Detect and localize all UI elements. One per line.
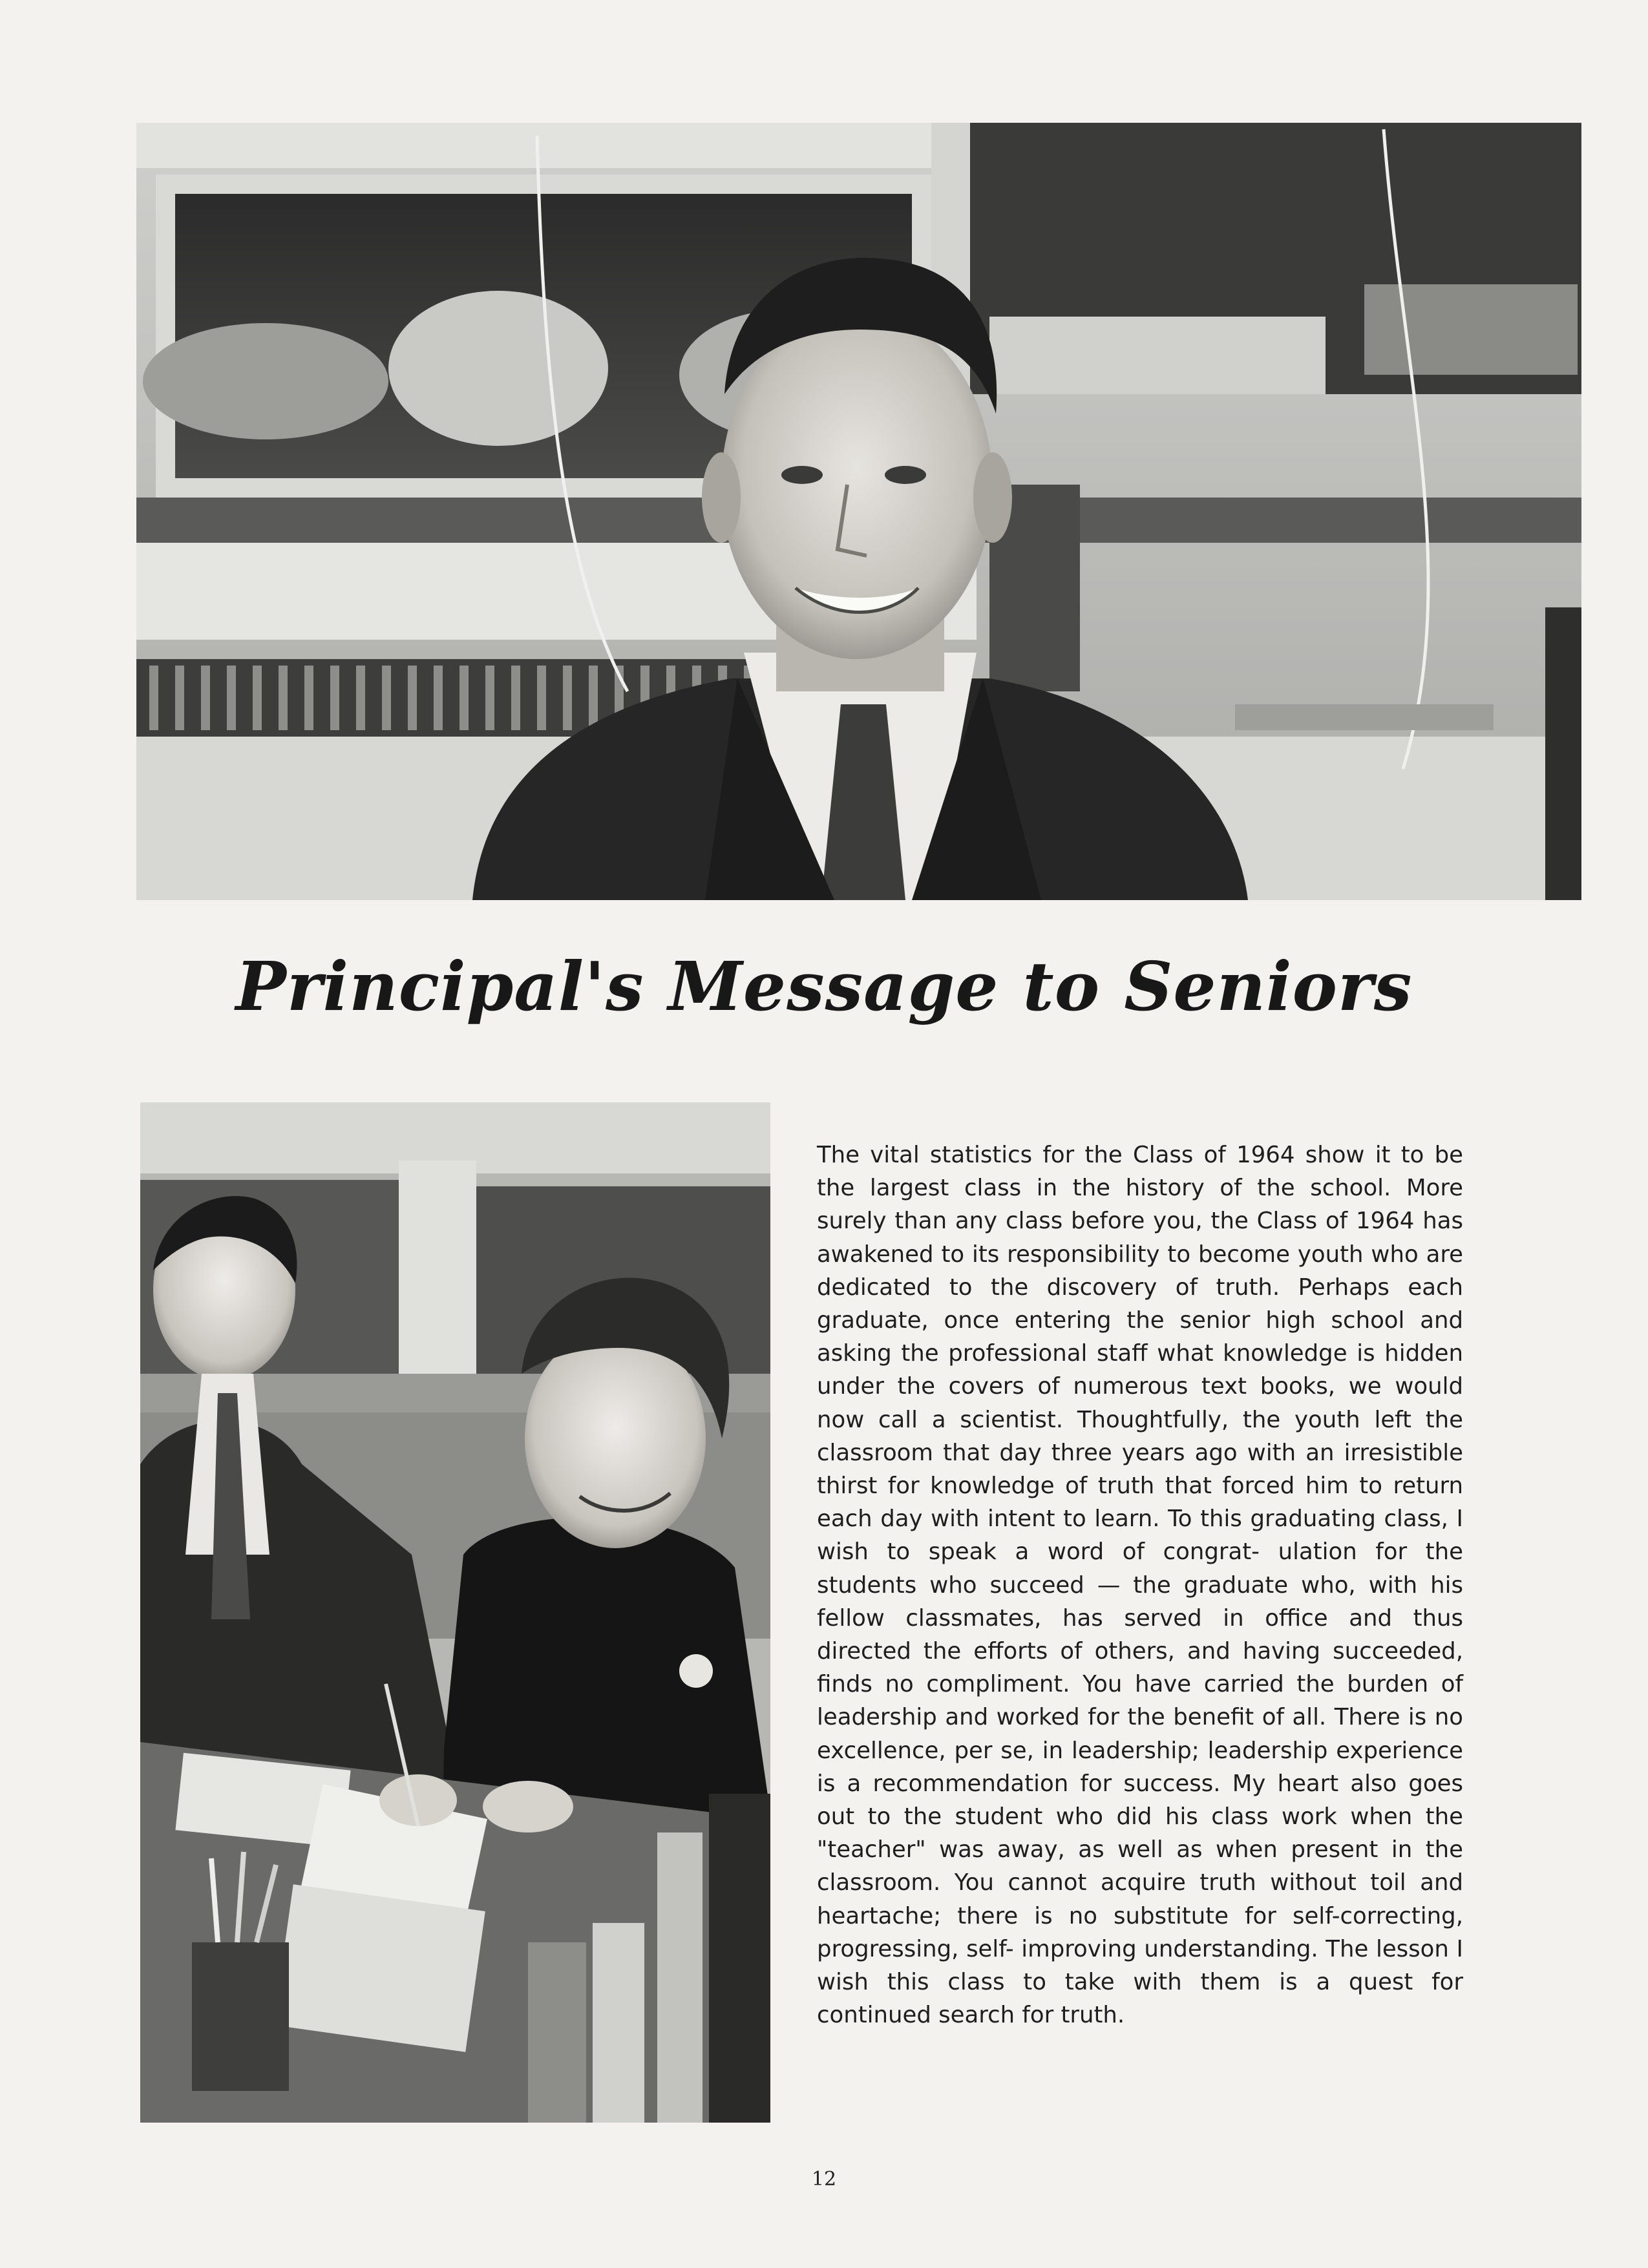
page-number: 12 <box>811 2168 837 2190</box>
page-title: Principal's Message to Seniors <box>235 947 1413 1026</box>
principal-and-secretary-photo <box>140 1102 770 2123</box>
principal-portrait-photo <box>136 123 1581 900</box>
principal-message-text: The vital statistics for the Class of 1964 show it to be the largest class in the history of the school. More surely than any class before you, the Class of 1964 has awakened to its responsibility to become youth who are dedicated to the discovery of truth. Perhaps each graduate, once entering the senior high school and asking the professional staff what knowledge is hidden under the covers of numerous text books, we would now call a scientist. Thoughtfully, the youth left the classroom that day three years ago with an irresistible thirst for knowledge of truth that forced him to return each day with intent to learn. To this graduating class, I wish to speak a word of congrat- ulation for the students who succeed — the graduate who, with his fellow classmates, has served in office and thus directed the efforts of others, and having succeeded, finds no compliment. You have carried the burden of leadership and worked for the benefit of all. There is no excellence, per se, in leadership; leadership experience is a recommendation for success. My heart also goes out to the student who did his class work when the "teacher" was away, as well as when present in the classroom. You cannot acquire truth without toil and heartache; there is no substitute for self-correcting, progressing, self- improving understanding. The lesson I wish this class to take with them is a quest for continued search for truth. <box>817 1142 1463 2029</box>
